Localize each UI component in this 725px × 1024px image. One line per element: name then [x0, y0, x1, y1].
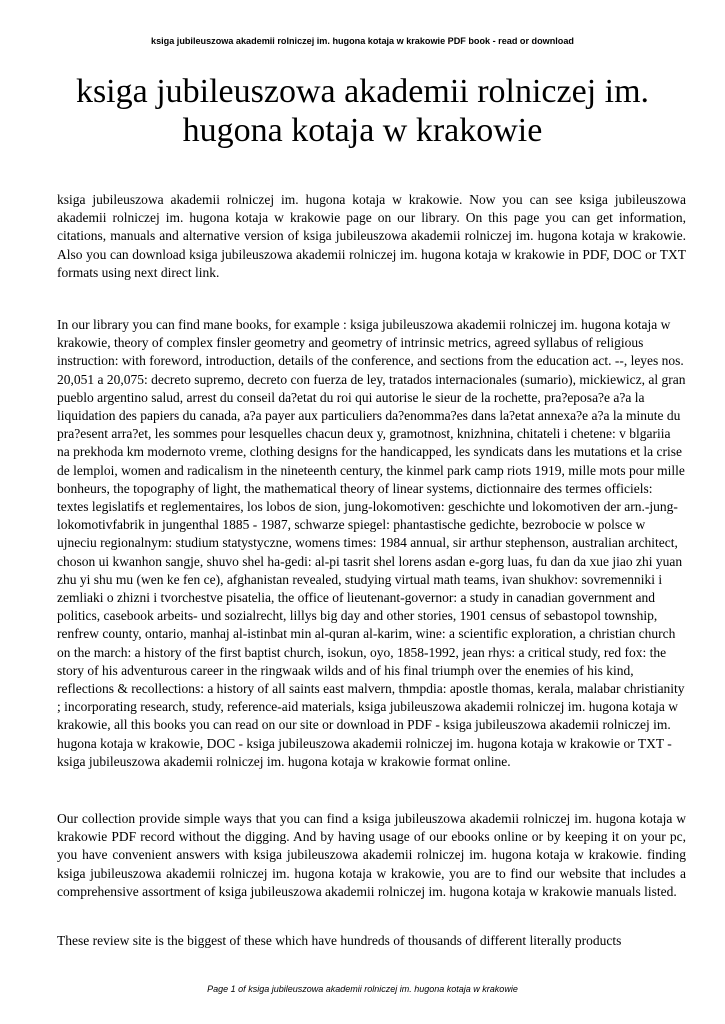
page-footer: Page 1 of ksiga jubileuszowa akademii rolniczej im. hugona kotaja w krakowie	[207, 984, 518, 994]
document-title	[40, 72, 685, 150]
page-header: ksiga jubileuszowa akademii rolniczej im. hugona kotaja w krakowie PDF book - read or download	[151, 36, 574, 46]
title-line-2: hugona kotaja w krakowie	[182, 112, 543, 149]
title-line-1: ksiga jubileuszowa akademii rolniczej im.	[75, 73, 650, 110]
library-paragraph: In our library you can find mane books, for example : ksiga jubileuszowa akademii rolniczej im. hugona kotaja w krakowie, theory of complex finsler geometry and geometry of intrinsic metrics, agreed syllabus of religious instruction: with foreword, introduction, details of the conference, and sections from the education act. --, leyes nos. 20,051 a 20,075: decreto supremo, decreto con fuerza de ley, tratados internacionales (sumario), mickiewicz, al gran pueblo argentino salud, arrest du conseil da?etat du roi qui autorise le sieur de la rochette, pra?eposa?e a?a la liquidation des papiers du canada, a?a payer aux particuliers da?enomma?es dans la?etat annexa?e a?a la minute du pra?esent arra?et, les sommes pour lesquelles chacun deux y, gramotnost, knizhnina, chitateli i chetene: v blgariia na prekhoda km modernoto vreme, clothing designs for the handicapped, les syndicats dans les mutations et la crise de lemploi, women and radicalism in the nineteenth century, the kinmel park camp riots 1919, mille mots pour mille bonheurs, the topography of light, the mathematical theory of linear systems, dictionnaire des termes officiels: textes legislatifs et reglementaires, los lobos de sion, jung-lokomotiven: geschichte und lokomotiven der arn.-jung-lokomotivfabrik in jungenthal 1885 - 1987, schwarze spiegel: phantastische gedichte, bezrobocie w polsce w ujneciu regionalnym: studium statystyczne, womens times: 1984 annual, sir arthur stephenson, australian architect, choson ui kwanhon sangje, shuvo shel ha-gedi: al-pi tasrit shel lorens asdan e-gorg luas, fu dan da xue jiao zhi yuan zhu yi shu mu (wen ke fen ce), afghanistan revealed, studying virtual math teams, ivan shukhov: sovremenniki i zemliaki o zhizni i tvorchestve pisatelia, the office of lieutenant-governor: a study in canadian government and politics, casebook arbeits- und sozialrecht, lillys big day and other stories, 1901 census of sebastopol township, renfrew county, ontario, manhaj al-istinbat min al-quran al-karim, wine: a scientific exploration, a christian church on the march: a history of the first baptist church, isokun, oyo, 1858-1992, jean rhys: a critical study, red fox: the story of his adventurous career in the ringwaak wilds and of his final triumph over the enemies of his kind, reflections & recollections: a history of all saints east malvern, thmpdia: apostle thomas, kerala, malabar christianity ; incorporating research, study, reference-aid materials, ksiga jubileuszowa akademii rolniczej im. hugona kotaja w krakowie, all this books you can read on our site or download in PDF - ksiga jubileuszowa akademii rolniczej im. hugona kotaja w krakowie, DOC - ksiga jubileuszowa akademii rolniczej im. hugona kotaja w krakowie or TXT - ksiga jubileuszowa akademii rolniczej im. hugona kotaja w krakowie format online.	[57, 317, 686, 769]
intro-paragraph: ksiga jubileuszowa akademii rolniczej im. hugona kotaja w krakowie. Now you can see ksiga jubileuszowa akademii rolniczej im. hugona kotaja w krakowie page on our library. On this page you can get information, citations, manuals and alternative version of ksiga jubileuszowa akademii rolniczej im. hugona kotaja w krakowie. Also you can download ksiga jubileuszowa akademii rolniczej im. hugona kotaja w krakowie in PDF, DOC or TXT formats using next direct link.	[57, 192, 686, 280]
collection-paragraph: Our collection provide simple ways that you can find a ksiga jubileuszowa akademii rolniczej im. hugona kotaja w krakowie PDF record without the digging. And by having usage of our ebooks online or by keeping it on your pc, you have convenient answers with ksiga jubileuszowa akademii rolniczej im. hugona kotaja w krakowie. finding ksiga jubileuszowa akademii rolniczej im. hugona kotaja w krakowie, you are to find our website that includes a comprehensive assortment of ksiga jubileuszowa akademii rolniczej im. hugona kotaja w krakowie manuals listed.	[57, 811, 686, 899]
review-paragraph: These review site is the biggest of these which have hundreds of thousands of different literally products	[57, 933, 622, 948]
